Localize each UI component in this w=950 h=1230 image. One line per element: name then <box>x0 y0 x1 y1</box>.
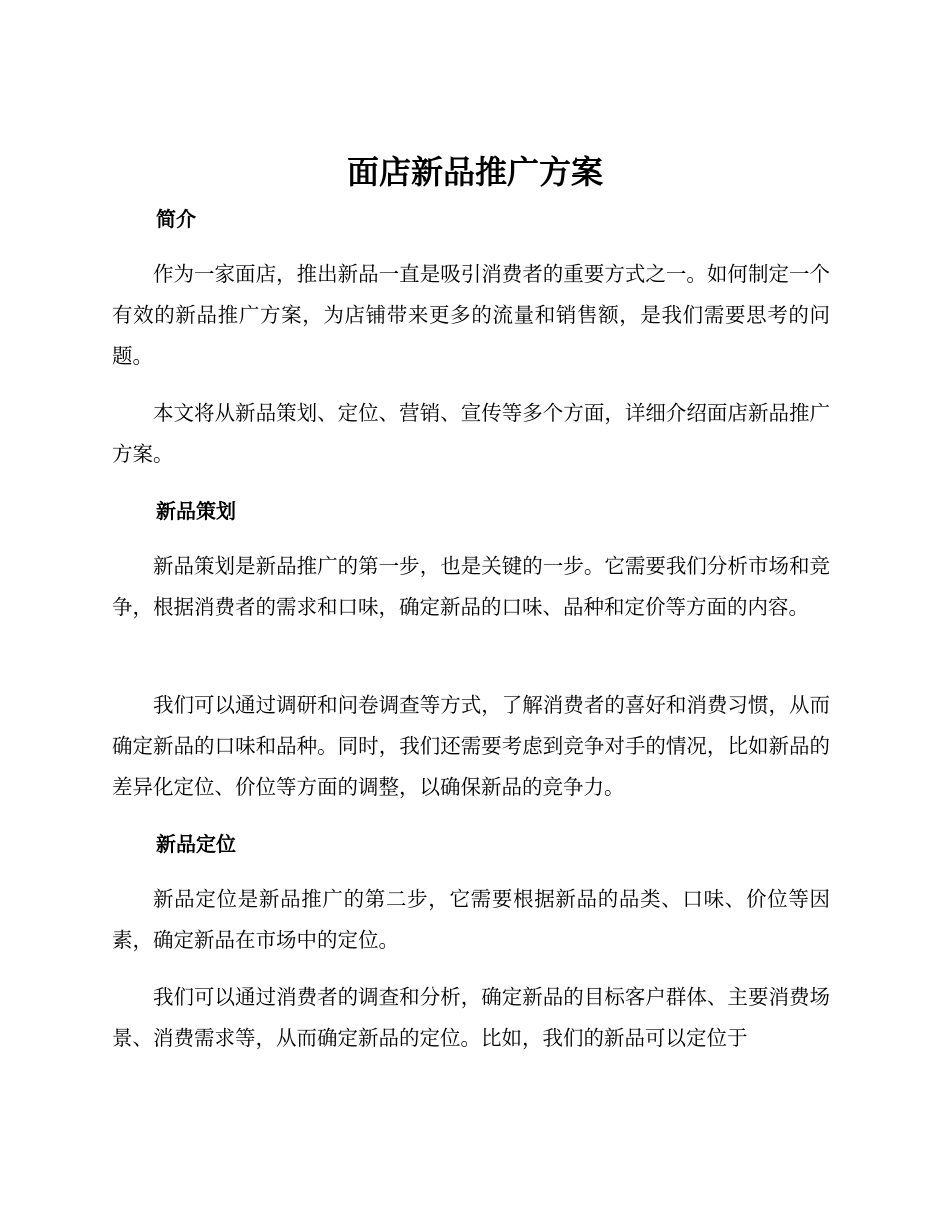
section-heading-intro: 简介 <box>156 207 196 231</box>
paragraph-positioning-2: 我们可以通过消费者的调查和分析，确定新品的目标客户群体、主要消费场景、消费需求等，从而确定新品的定位。比如，我们的新品可以定位于 <box>112 985 830 1050</box>
document-title: 面店新品推广方案 <box>346 153 603 191</box>
paragraph-planning-2: 我们可以通过调研和问卷调查等方式，了解消费者的喜好和消费习惯，从而确定新品的口味和品种。同时，我们还需要考虑到竞争对手的情况，比如新品的差异化定位、价位等方面的调整，以确保新品的竞争力。 <box>112 693 830 799</box>
paragraph-planning-1: 新品策划是新品推广的第一步，也是关键的一步。它需要我们分析市场和竞争，根据消费者的需求和口味，确定新品的口味、品种和定价等方面的内容。 <box>112 554 830 619</box>
paragraph-intro-2: 本文将从新品策划、定位、营销、宣传等多个方面，详细介绍面店新品推广方案。 <box>112 401 830 466</box>
paragraph-intro-1: 作为一家面店，推出新品一直是吸引消费者的重要方式之一。如何制定一个有效的新品推广方案，为店铺带来更多的流量和销售额，是我们需要思考的问题。 <box>112 262 830 368</box>
paragraph-positioning-1: 新品定位是新品推广的第二步，它需要根据新品的品类、口味、价位等因素，确定新品在市场中的定位。 <box>112 887 830 952</box>
section-heading-planning: 新品策划 <box>156 499 236 523</box>
section-heading-positioning: 新品定位 <box>156 832 236 856</box>
